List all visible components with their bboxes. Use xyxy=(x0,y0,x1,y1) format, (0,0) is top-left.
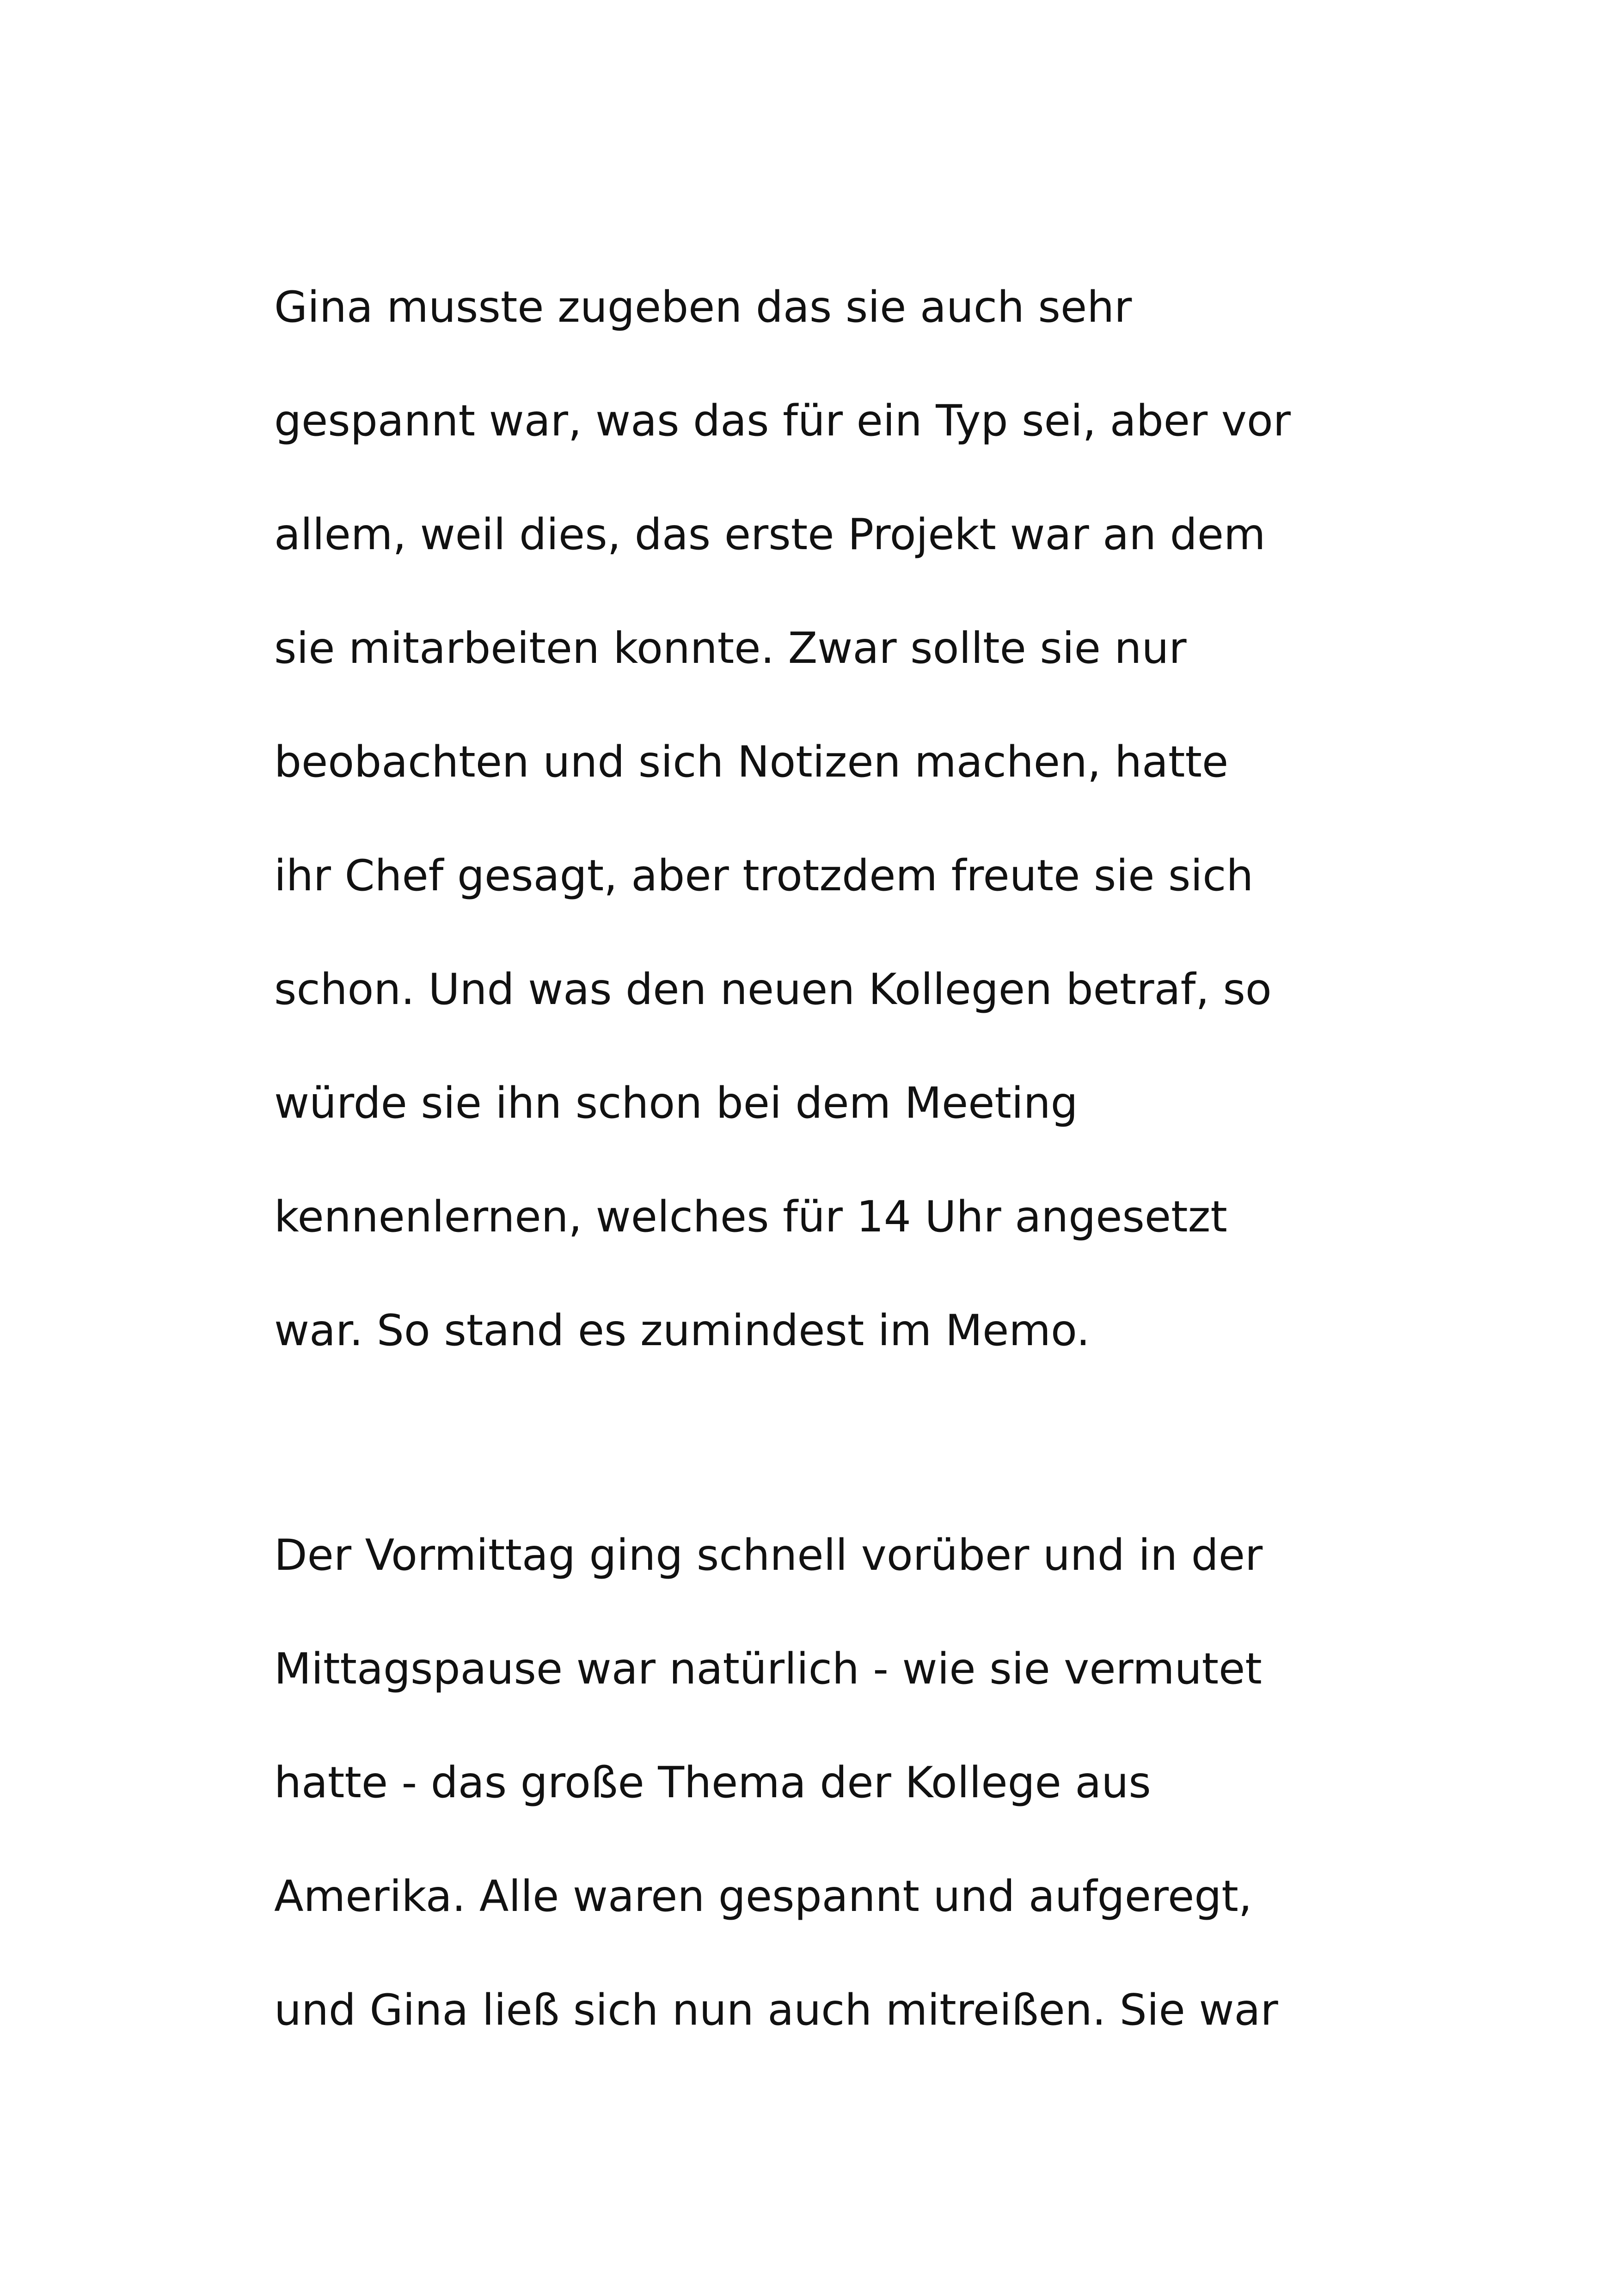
text-line: hatte - das große Thema der Kollege aus xyxy=(274,1757,1151,1807)
text-line: ihr Chef gesagt, aber trotzdem freute sie sich xyxy=(274,851,1254,900)
text-line: sie mitarbeiten konnte. Zwar sollte sie nur xyxy=(274,623,1187,673)
text-line: beobachten und sich Notizen machen, hatte xyxy=(274,737,1229,787)
text-line: würde sie ihn schon bei dem Meeting xyxy=(274,1078,1078,1128)
text-line: und Gina ließ sich nun auch mitreißen. Sie war xyxy=(274,1985,1278,2035)
text-line: Gina musste zugeben das sie auch sehr xyxy=(274,282,1132,332)
text-line: Amerika. Alle waren gespannt und aufgeregt, xyxy=(274,1871,1252,1921)
text-line: Mittagspause war natürlich - wie sie vermutet xyxy=(274,1644,1262,1694)
text-line: kennenlernen, welches für 14 Uhr angesetzt xyxy=(274,1192,1227,1242)
text-line: war. So stand es zumindest im Memo. xyxy=(274,1305,1090,1355)
text-line: allem, weil dies, das erste Projekt war an dem xyxy=(274,509,1266,559)
text-line: Der Vormittag ging schnell vorüber und in der xyxy=(274,1530,1263,1580)
text-line: schon. Und was den neuen Kollegen betraf, so xyxy=(274,964,1272,1014)
text-line: gespannt war, was das für ein Typ sei, aber vor xyxy=(274,396,1291,446)
